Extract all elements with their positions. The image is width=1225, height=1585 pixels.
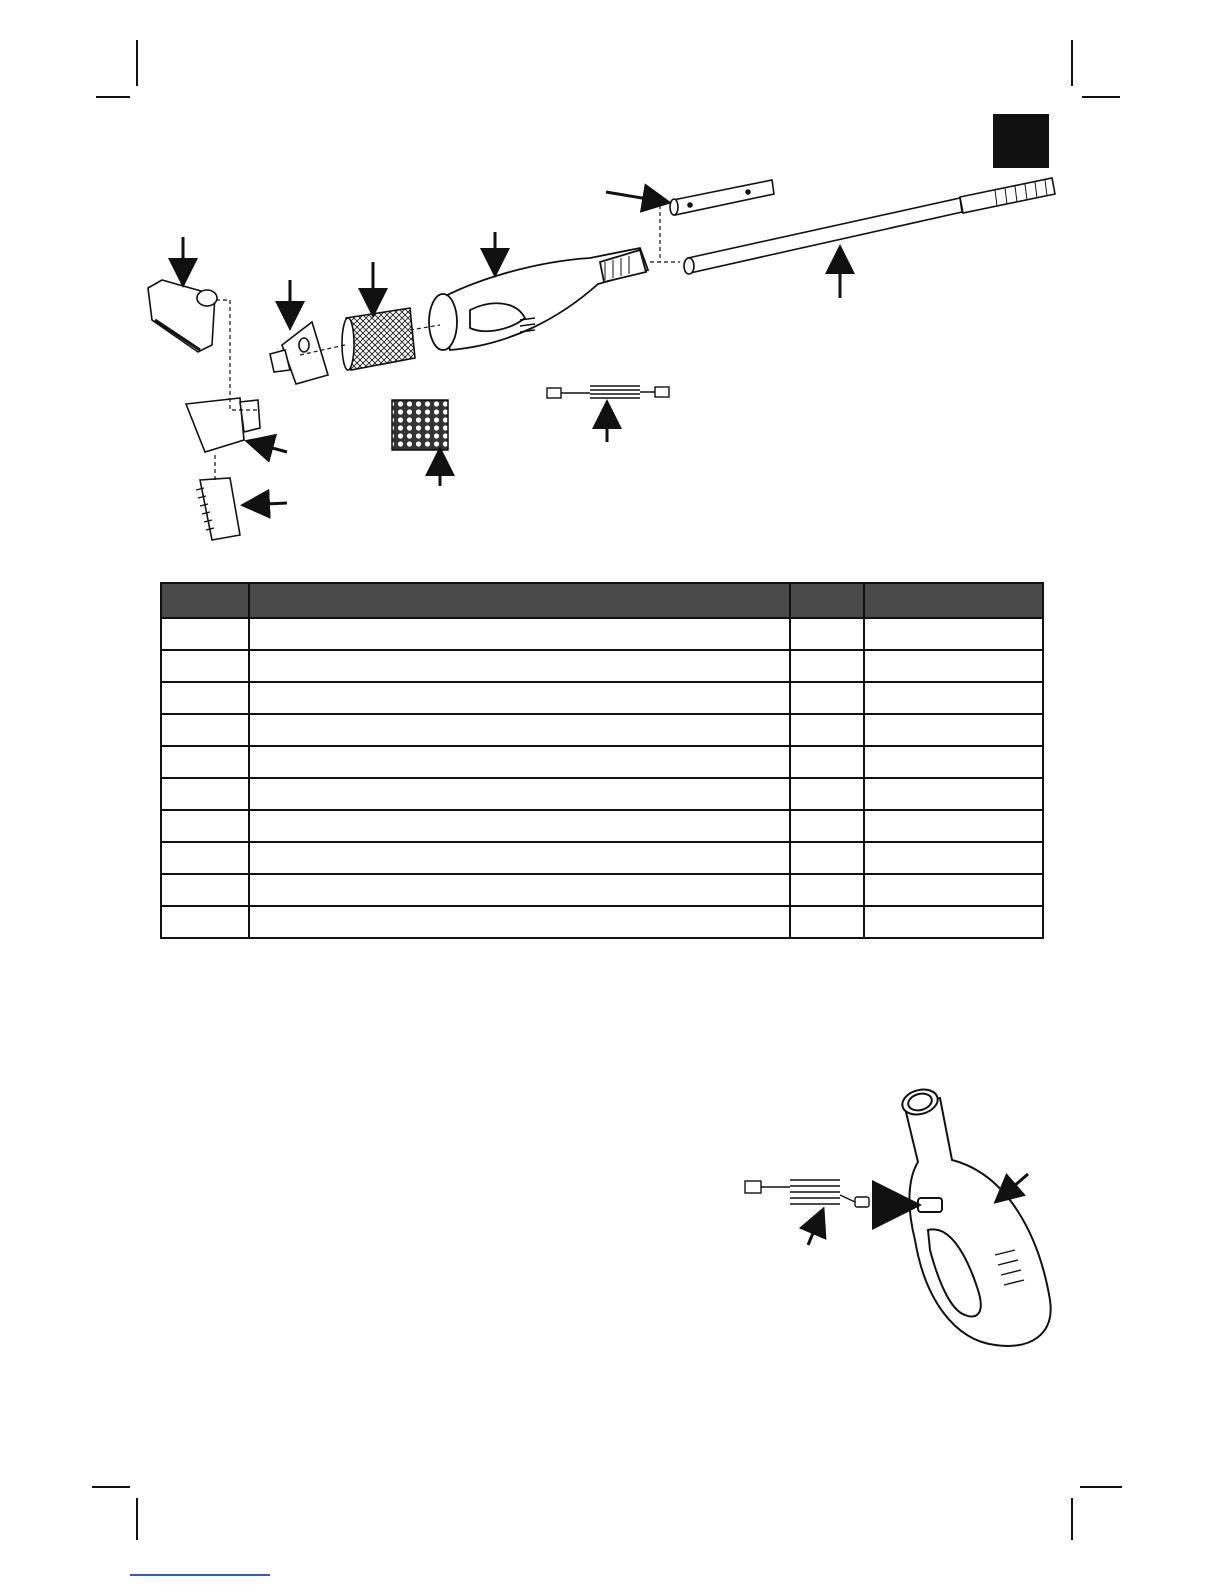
usb-charging-cable (547, 386, 669, 398)
table-cell (161, 874, 249, 906)
header-cell (161, 583, 249, 618)
table-row (161, 682, 1043, 714)
table-cell (161, 618, 249, 650)
table-cell (864, 778, 1043, 810)
vacuum-main-body (429, 248, 648, 350)
table-cell (161, 682, 249, 714)
callout-arrows (183, 192, 840, 505)
brush-head-nozzle (148, 280, 217, 352)
table-cell (864, 810, 1043, 842)
table-cell (249, 650, 790, 682)
table-cell (864, 874, 1043, 906)
table-row (161, 650, 1043, 682)
table-cell (249, 874, 790, 906)
table-cell (161, 714, 249, 746)
table-cell (249, 778, 790, 810)
crop-mark (1080, 1486, 1122, 1488)
table-cell (161, 842, 249, 874)
table-cell (790, 618, 864, 650)
extension-tube (670, 180, 774, 215)
table-cell (790, 714, 864, 746)
filter-sponge (392, 400, 448, 450)
table-cell (161, 650, 249, 682)
table-cell (864, 906, 1043, 938)
table-row (161, 906, 1043, 938)
table-cell (790, 906, 864, 938)
table-row (161, 714, 1043, 746)
table-cell (249, 682, 790, 714)
header-cell (249, 583, 790, 618)
table-cell (864, 842, 1043, 874)
table-row (161, 746, 1043, 778)
crop-mark (92, 1486, 130, 1488)
table-cell (161, 810, 249, 842)
header-cell (864, 583, 1043, 618)
crop-mark (136, 1498, 138, 1540)
table-row (161, 874, 1043, 906)
table-cell (249, 906, 790, 938)
crop-mark (1071, 1498, 1073, 1540)
parts-table (160, 582, 1044, 939)
table-cell (790, 810, 864, 842)
table-cell (790, 778, 864, 810)
table-row (161, 778, 1043, 810)
exploded-parts-diagram (0, 0, 1225, 580)
table-cell (864, 650, 1043, 682)
table-cell (864, 682, 1043, 714)
table-cell (790, 874, 864, 906)
table-cell (249, 810, 790, 842)
table-cell (864, 714, 1043, 746)
table-cell (864, 746, 1043, 778)
table-row (161, 842, 1043, 874)
nozzle-adapter (270, 322, 328, 384)
table-cell (790, 650, 864, 682)
table-cell (249, 842, 790, 874)
usb-cable-charging (745, 1180, 869, 1207)
small-brush (196, 478, 240, 540)
table-cell (790, 682, 864, 714)
header-cell (790, 583, 864, 618)
table-cell (161, 906, 249, 938)
table-row (161, 618, 1043, 650)
footer-link-underline[interactable] (130, 1574, 270, 1576)
table-cell (249, 714, 790, 746)
table-cell (790, 746, 864, 778)
wide-nozzle (186, 398, 260, 452)
table-cell (161, 778, 249, 810)
vacuum-body-charging (900, 1086, 1051, 1346)
charging-callout-arrows (808, 1174, 1028, 1245)
table-row (161, 810, 1043, 842)
table-cell (864, 618, 1043, 650)
table-cell (249, 618, 790, 650)
cartridge-filter (342, 308, 415, 370)
table-cell (249, 746, 790, 778)
table-cell (790, 842, 864, 874)
table-header-row (161, 583, 1043, 618)
table-cell (161, 746, 249, 778)
